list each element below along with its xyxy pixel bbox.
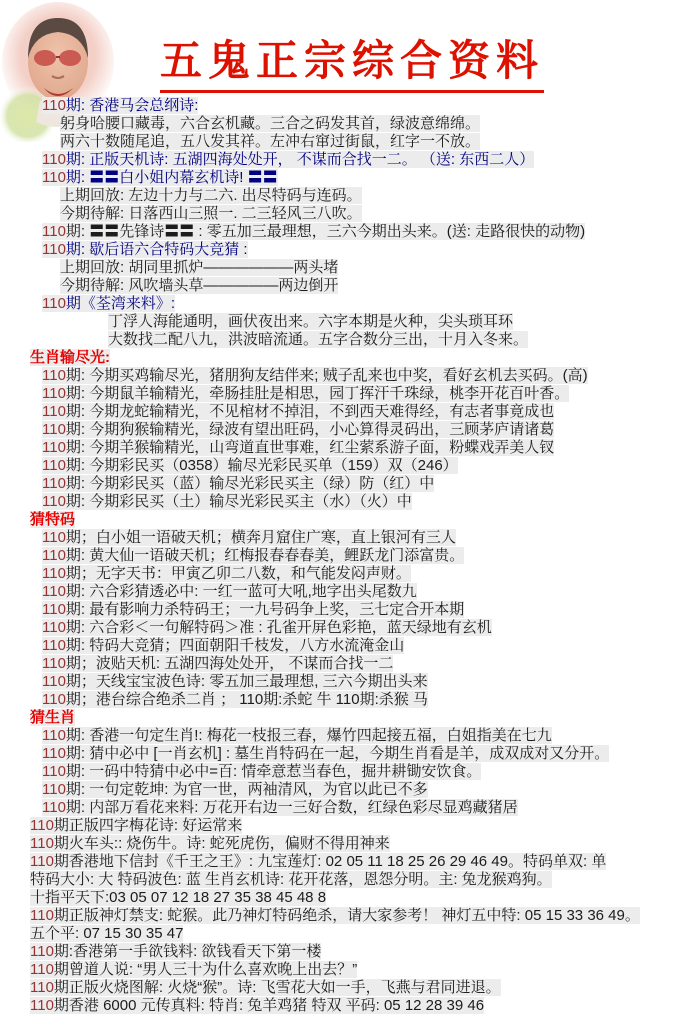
text-line — [0, 655, 698, 673]
line-text: 期: 特码大竞猜；四面朝阳千枝发，八方水流淹金山 — [65, 637, 405, 654]
text-line — [0, 907, 698, 925]
issue-number: 110 — [42, 151, 66, 168]
page-header — [0, 0, 698, 95]
text-line — [0, 583, 698, 601]
line-text: 大数找二配八九，洪波暗流通。五字合数分三出，十月入冬来。 — [108, 331, 529, 348]
text-line — [0, 691, 698, 709]
text-line — [0, 943, 698, 961]
text-line — [0, 727, 698, 745]
text-line — [0, 565, 698, 583]
line-text: 五个平: 07 15 30 35 47 — [30, 925, 184, 942]
issue-number: 110 — [42, 565, 66, 582]
issue-number: 110 — [42, 655, 66, 672]
text-line — [0, 511, 698, 529]
issue-number: 110 — [42, 673, 66, 690]
text-line — [0, 367, 698, 385]
line-text: 期: 〓〓白小姐内幕玄机诗! 〓〓 — [65, 169, 278, 186]
text-line — [0, 709, 698, 727]
line-text: 期香港地下信封《千王之王》: 九宝莲灯: 02 05 11 18 25 26 29 46 49。特码单双: 单 — [53, 853, 607, 870]
issue-number: 110 — [42, 637, 66, 654]
text-line — [0, 115, 698, 133]
issue-number: 110 — [30, 943, 54, 960]
issue-number: 110 — [42, 745, 66, 762]
line-text: 期；波贴天机: 五湖四海处处开， 不谋而合找一二 — [65, 655, 394, 672]
line-text: 今期待解: 日落西山三照一. 二三轻风三八吹。 — [60, 205, 362, 222]
text-line — [0, 817, 698, 835]
text-line — [0, 223, 698, 241]
text-line — [0, 799, 698, 817]
text-line — [0, 151, 698, 169]
line-text: 期正版火烧图解: 火烧“猴”。诗: 飞雪花大如一手，飞燕与君同进退。 — [53, 979, 501, 996]
text-line — [0, 331, 698, 349]
line-text: 期: 〓〓先锋诗〓〓 : 零五加三最理想，三六今期出头来。(送: 走路很快的动物) — [65, 223, 586, 240]
issue-number: 110 — [42, 223, 66, 240]
text-line — [0, 889, 698, 907]
text-line — [0, 259, 698, 277]
issue-number: 110 — [42, 763, 66, 780]
line-text: 期:香港第一手欲钱料: 欲钱看天下第一楼 — [53, 943, 322, 960]
issue-number: 110 — [42, 421, 66, 438]
text-line — [0, 475, 698, 493]
text-line — [0, 385, 698, 403]
text-line — [0, 241, 698, 259]
text-line — [0, 619, 698, 637]
text-line — [0, 349, 698, 367]
line-text: 丁浮人海能通明，画伏夜出来。六字本期是火种，尖头琐耳环 — [108, 313, 514, 330]
issue-number: 110 — [30, 835, 54, 852]
line-text: 期: 最有影响力杀特码王；一九号码争上奖，三七定合开本期 — [65, 601, 465, 618]
line-text: 期: 今期彩民买（蓝）输尽光彩民买主（绿）防（红）中 — [65, 475, 435, 492]
text-line — [0, 421, 698, 439]
issue-number: 110 — [30, 997, 54, 1014]
line-text: 期: 一码中特猜中必中=百: 情牵意惹当春色，掘井耕锄安饮食。 — [65, 763, 482, 780]
line-text: 期；白小姐一语破天机；横奔月窟住广寒，直上银河有三人 — [65, 529, 456, 546]
text-line — [0, 493, 698, 511]
text-line — [0, 133, 698, 151]
line-text: 期曾道人说: “男人三十为什么喜欢晚上出去？” — [53, 961, 358, 978]
text-line — [0, 925, 698, 943]
line-text: 期: 今期羊猴输精光，山弯道直世事难，红尘萦系游子面，粉蝶戏弄美人钗 — [65, 439, 555, 456]
issue-number: 110 — [42, 169, 66, 186]
issue-number: 110 — [42, 601, 66, 618]
line-text: 期: 正版天机诗: 五湖四海处处开， 不谋而合找一二。 （送: 东西二人） — [65, 151, 535, 168]
line-text: 期: 内部万看花来料: 万花开右边一三好合数，红绿色彩尽显鸡藏猪居 — [65, 799, 518, 816]
issue-number: 110 — [42, 295, 66, 312]
line-text: 期: 一句定乾坤: 为官一世，两袖清风，为官以此已不多 — [65, 781, 428, 798]
line-text: 上期回放: 胡同里抓炉——————两头堵 — [60, 259, 339, 276]
text-line — [0, 673, 698, 691]
line-text: 期: 香港一句定生肖!: 梅花一枝报三春，爆竹四起接五福，白姐指美在七九 — [65, 727, 552, 744]
line-text: 期: 今期龙蛇输精光，不见棺材不掉泪，不到西天难得经，有志者事竟成也 — [65, 403, 555, 420]
issue-number: 110 — [42, 457, 66, 474]
line-text: 期；无字天书：甲寅乙卯二八数，和气能发闷声财。 — [65, 565, 411, 582]
text-line — [0, 601, 698, 619]
issue-number: 110 — [42, 727, 66, 744]
text-line — [0, 835, 698, 853]
issue-number: 110 — [42, 529, 66, 546]
text-line — [0, 997, 698, 1015]
content-lines — [0, 95, 698, 1015]
line-text: 期: 黄大仙一语破天机；红梅报春春春美，鲤跃龙门添富贵。 — [65, 547, 465, 564]
text-line — [0, 547, 698, 565]
line-text: 期: 六合彩＜一句解特码＞准 : 孔雀开屏色彩艳，蓝天绿地有玄机 — [65, 619, 492, 636]
line-text: 生肖输尽光: — [30, 349, 110, 366]
line-text: 期香港 6000 元传真料: 特肖: 兔羊鸡猪 特双 平码: 05 12 28 39 46 — [53, 997, 485, 1014]
line-text: 期: 今期彩民买（土）输尽光彩民买主（水）（火）中 — [65, 493, 412, 510]
line-text: 期: 歇后语六合特码大竞猜 : — [65, 241, 248, 258]
line-text: 期《荃湾来料》: — [65, 295, 176, 312]
line-text: 猜特码 — [30, 511, 76, 528]
line-text: 期正版四字梅花诗: 好运常来 — [53, 817, 243, 834]
line-text: 十指平天下:03 05 07 12 18 27 35 38 45 48 8 — [30, 889, 327, 906]
issue-number: 110 — [42, 583, 66, 600]
issue-number: 110 — [42, 799, 66, 816]
text-line — [0, 457, 698, 475]
issue-number: 110 — [42, 439, 66, 456]
issue-number: 110 — [30, 961, 54, 978]
line-text: 两六十数随尾追，五八发其祥。左冲右窜过街鼠，红字一不放。 — [60, 133, 481, 150]
issue-number: 110 — [30, 817, 54, 834]
line-text: 猜生肖 — [30, 709, 76, 726]
text-line — [0, 763, 698, 781]
text-line — [0, 295, 698, 313]
text-line — [0, 979, 698, 997]
page-title: 五鬼正宗综合资料 — [160, 28, 544, 93]
text-line — [0, 961, 698, 979]
line-text: 期: 今期狗猴输精光，绿波有望出旺码，小心算得灵码出，三顾茅庐请诸葛 — [65, 421, 555, 438]
issue-number: 110 — [42, 97, 66, 114]
text-line — [0, 871, 698, 889]
issue-number: 110 — [30, 907, 54, 924]
text-line — [0, 205, 698, 223]
issue-number: 110 — [42, 547, 66, 564]
text-line — [0, 169, 698, 187]
line-text: 今期待解: 风吹墙头草—————两边倒开 — [60, 277, 339, 294]
text-line — [0, 97, 698, 115]
text-line — [0, 853, 698, 871]
issue-number: 110 — [42, 475, 66, 492]
text-line — [0, 313, 698, 331]
line-text: 期: 香港马会总纲诗: — [65, 97, 199, 114]
issue-number: 110 — [42, 691, 66, 708]
issue-number: 110 — [42, 619, 66, 636]
issue-number: 110 — [30, 979, 54, 996]
line-text: 期正版神灯禁支: 蛇猴。此乃神灯特码绝杀，请大家参考！ 神灯五中特: 05 15 33 36 49。 — [53, 907, 640, 924]
text-line — [0, 745, 698, 763]
text-line — [0, 781, 698, 799]
text-line — [0, 529, 698, 547]
issue-number: 110 — [30, 853, 54, 870]
line-text: 躬身哈腰口藏毒，六合玄机藏。三合之码发其首，绿波意绵绵。 — [60, 115, 481, 132]
line-text: 期: 今期买鸡输尽光，猪朋狗友结伴来; 贼子乱来也中奖，看好玄机去买码。(高) — [65, 367, 588, 384]
text-line — [0, 187, 698, 205]
text-line — [0, 637, 698, 655]
issue-number: 110 — [42, 781, 66, 798]
line-text: 期；港台综合绝杀二肖 ； 110期:杀蛇 牛 110期:杀猴 马 — [65, 691, 428, 708]
line-text: 期: 猜中必中 [一肖玄机] : 墓生肖特码在一起，今期生肖看是羊，成双成对又分开。 — [65, 745, 610, 762]
line-text: 期火车头:: 烧伤牛。诗: 蛇死虎伤，偏财不得用神来 — [53, 835, 390, 852]
issue-number: 110 — [42, 367, 66, 384]
line-text: 期: 六合彩猜透必中: 一红一蓝可大吼,地字出头尾数九 — [65, 583, 417, 600]
text-line — [0, 403, 698, 421]
text-line — [0, 277, 698, 295]
line-text: 上期回放: 左边十力与二六. 出尽特码与连码。 — [60, 187, 362, 204]
line-text: 期: 今期鼠羊输精光，牵肠挂肚是相思，园丁挥汗千珠绿，桃李开花百叶香。 — [65, 385, 570, 402]
text-line — [0, 439, 698, 457]
issue-number: 110 — [42, 493, 66, 510]
line-text: 特码大小: 大 特码波色: 蓝 生肖玄机诗: 花开花落，恩怨分明。主: 兔龙猴鸡狗。 — [30, 871, 552, 888]
issue-number: 110 — [42, 385, 66, 402]
line-text: 期: 今期彩民买（0358）输尽光彩民买单（159）双（246） — [65, 457, 458, 474]
line-text: 期；天线宝宝波色诗: 零五加三最理想, 三六今期出头来 — [65, 673, 428, 690]
issue-number: 110 — [42, 403, 66, 420]
issue-number: 110 — [42, 241, 66, 258]
